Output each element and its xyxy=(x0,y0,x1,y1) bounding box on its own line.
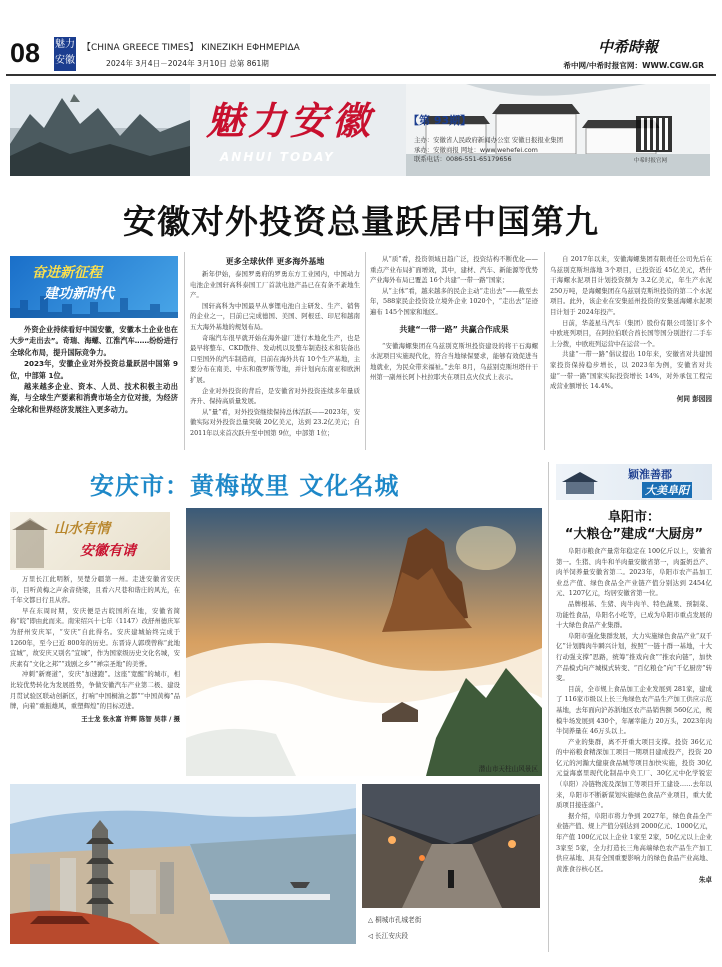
fuyang-title-1: 阜阳市： xyxy=(607,510,660,525)
anqing-paragraph: 早在东周时期，安庆便是古皖国所在地，安徽省简称“皖”即由此而来。南宋绍兴十七年（1147）改舒州德庆军为舒州安庆军，“安庆”自此得名。安庆建城始终完成于 1260年，至今已近 800年的历史。东晋诗人郭璞曾称“此地宜城”，故安庆又别名“宜城”，作为国家级历史文化名城，安庆素有“文化之邦”“戏剧之乡”“禅宗圣地”的美誉。 xyxy=(10,606,180,668)
article-paragraph: 从“质”看，投资领域日趋广泛，投资结构不断优化——重点产业布局扩面增效，其中，建材、汽车、新能源等优势产业海外布局已覆盖 16个共建“一带一路”国家； xyxy=(370,255,538,285)
fuyang-paragraph: 品牌根基、生猪、肉牛肉羊、特色蔬果、预制菜、功能性食品，阜阳名小吃等，已成为阜阳市重点发展的十大绿色食品产业集群。 xyxy=(556,599,712,630)
main-headline: 安徽对外投资总量跃居中国第九 xyxy=(123,202,599,241)
column-divider xyxy=(548,462,549,952)
issue-number: 【第 93期】 xyxy=(408,114,472,127)
column-divider xyxy=(184,252,185,450)
kongcheng-caption: △ 桐城市孔城老街 xyxy=(368,916,422,924)
brand-logo: 中希時報 xyxy=(598,38,659,56)
column-divider xyxy=(365,252,366,450)
article-paragraph: 国轩高科为中国最早从事锂电池自主研发、生产、销售的企业之一，目前已完成德国、美国、阿根廷、印尼和越南五大海外基地的规划布局。 xyxy=(190,301,360,331)
masthead-rule xyxy=(6,74,716,76)
article-paragraph: 日前，华菱星马汽车（集团）股份有限公司签订多个中欧班列项目，在阿拉伯联合酋长国等国分别进行二手车上分拨，中欧班列运营中在运营一个。 xyxy=(550,318,712,348)
fuyang-paragraph: 目前，全市规上食品加工企业发展到 281家，建成了 116家市级以上长三角绿色农产品生产加工供应示范基地，去年面向沪苏浙地区农产品销售额 560亿元，规模牛场发展到 430个，年屠宰能力 20万头，2023年肉牛饲养量在 46万头以上。 xyxy=(556,684,712,736)
fuyang-logo xyxy=(556,464,712,500)
fuyang-paragraph: 阜阳市强化集群发展，大力实施绿色食品产业“双千亿”计划腾肉牛瞬兴计划，按照“一链十群一基地，十大行动强支撑”思路，统筹“推戏向食”“推农向链”，加快产品模式向产城模式转变、“百亿粮仓”向“千亿厨房”转变。 xyxy=(556,631,712,683)
anqing-paragraph: 万里长江此明断，吴楚分疆第一州。走进安徽省安庆市，目听黄梅之声余音绕梁，且看六尺巷和谐庄的风光，在千年文都日行且从容。 xyxy=(10,575,180,605)
article-paragraph: 从“量”看，对外投资继续保持总体活跃——2023年，安徽实际对外投资总量突破 20亿美元，达到 23.2亿美元；自 2011年以来首次跃升至中国第 9位，中部第 1位； xyxy=(190,407,360,437)
lead-paragraph-1: 外资企业持续看好中国安徽，安徽本土企业也在大步“走出去”。奇瑞、海螺、江淮汽车……纷纷进行全球化布局，提升国际竞争力。 xyxy=(10,325,178,357)
kongcheng-street-photo xyxy=(362,784,540,908)
masthead xyxy=(0,0,722,82)
lead-paragraph-3: 越来越多企业、资本、人员、技术积极主动出海，与全球生产要素和消费市场全方位对接，为经济全球化和世界经济发展注入更多动力。 xyxy=(10,382,178,414)
anqing-section-title: 安庆市：黄梅故里 文化名城 xyxy=(90,472,400,500)
fuyang-text xyxy=(556,546,712,884)
article-paragraph: 奇瑞汽车很早就开始在海外建厂进行本地化生产，也是最早将整车、CKD散件、发动机以及整车制造技术和装备出口至国外的汽车制造商，目前在海外共有 10个生产基地，主要分布在南美、中东和俄罗斯等地，并计划向东南亚和欧洲扩展。 xyxy=(190,333,360,384)
fuyang-paragraph: 阜阳市粮食产量常年稳定在 100亿斤以上，安徽省第一。生猪、肉牛和羊肉量安徽省第一，肉蛋奶总产、肉羊饲养量安徽省第二。2023年，阜阳市农产品加工业总产值、绿色食品全产业链产值分别达到 2454亿元、1207亿元，均居安徽省第一位。 xyxy=(556,547,712,598)
roof-silhouette-icon xyxy=(560,470,600,496)
sponsor-line-3: 联系电话：0086-551-65179656 xyxy=(414,155,512,163)
fuyang-paragraph: 据介绍，阜阳市将力争到 2027年，绿色食品全产业链产值、规上产值分别达到 2000亿元、1000亿元，年产值 100亿元以上企业 1家至 2家，50亿元以上企业 3家至 5家，全力打造长三角高端绿色农产品生产加工供应基地、具有全国重要影响力的绿色食品产业高地、黄淮食谷核心区。 xyxy=(556,811,712,873)
kongcheng-street-illustration xyxy=(362,784,540,908)
article-paragraph: 新年伊始，泰国罗勇府的罗勇东方工业园内，中国动力电池企业国轩高科泰国工厂首款电池产品已在有条不紊地生产。 xyxy=(190,270,360,300)
tianzhushan-caption: 潜山市天柱山风景区 xyxy=(478,765,538,773)
article-paragraph: “安徽海螺集团在乌兹别克斯坦投资建设的将干石海螺水泥项目实施现代化，符合当地绿保要求，能够有效促进当地就业，为民众带来福祉。”去年 8月，乌兹别克斯坦塔什干州第一副州长阿卜杜拉耶夫在项目点火仪式上表示。 xyxy=(370,341,538,382)
pagoda-sketch-icon xyxy=(10,512,50,570)
fuyang-author: 朱卓 xyxy=(698,876,712,885)
tianzhushan-photo xyxy=(186,508,542,776)
qr-caption: 中希时报官网 xyxy=(634,158,668,164)
lead-badge-line2: 建功新时代 xyxy=(44,286,114,302)
subheading-global-partners: 更多全球伙伴 更多海外基地 xyxy=(225,257,325,266)
anqing-river-illustration xyxy=(10,784,356,944)
lead-text xyxy=(10,324,178,415)
fuyang-logo-line2: 大美阜阳 xyxy=(642,482,692,498)
sponsor-line-2: 承办：安徽商报 网址：www.wehefei.com xyxy=(414,145,538,154)
lead-badge xyxy=(10,256,178,318)
page-number: 08 xyxy=(10,38,41,68)
article-paragraph: 从“主体”看，越来越多的民企主动“走出去”——截至去年，588家民企投资设立境外企业 1020个，“走出去”足迹遍布 145个国家和地区。 xyxy=(370,286,538,316)
tianzhushan-illustration xyxy=(186,508,542,776)
subheading-belt-road: 共建“一带一路” 共赢合作成果 xyxy=(399,324,509,334)
lead-badge-line1: 奋进新征程 xyxy=(32,265,102,281)
sponsor-block xyxy=(414,136,563,165)
anqing-byline: 王士龙 张永富 许辉 陈智 吴菲 / 摄 xyxy=(81,714,180,723)
fuyang-logo-line1: 颖淮善郡 xyxy=(628,468,672,481)
sponsor-line-1: 主办：安徽省人民政府新闻办公室 安徽日报报业集团 xyxy=(414,136,564,144)
qr-code[interactable] xyxy=(636,116,672,152)
anqing-text xyxy=(10,574,180,723)
lead-paragraph-2: 2023年，安徽企业对外投资总量跃居中国第 9位，中部第 1位。 xyxy=(10,359,178,380)
anhui-today-banner xyxy=(10,84,710,176)
section-label-line2: 安徽 xyxy=(55,55,75,66)
anqing-badge xyxy=(10,512,170,570)
article-column-2 xyxy=(370,254,538,450)
date-line: 2024年 3月4日－2024年 3月10日 总第 861期 xyxy=(106,59,269,68)
fuyang-title-2: “大粮仓”建成“大厨房” xyxy=(564,527,704,542)
article-column-1 xyxy=(190,254,360,450)
banner-title: 魅力安徽 xyxy=(206,98,375,143)
website: 希中网/中希时报官网：WWW.CGW.GR xyxy=(563,61,704,70)
fuyang-paragraph: 产业的集群，离不开重大项目支撑。投资 36亿元的中裕粮食精深加工项目一期项目建成投产，投资 20亿元的河瀚大健康食品城等项目加快实施，投资 30亿元益海嘉里现代化制品中央工厂、30亿元中化学锐宏（阜阳）冷链物流及深加工等项目开工建设……去年以来，阜阳市不断新谋划实施绿色食品产业项目，重大优质项目接连落户。 xyxy=(556,737,712,810)
article-paragraph: 共建“一带一路”倡议提出 10年来，安徽省对共建国家投资保持稳步增长，以 2023年为例，安徽省对共建“一带一路”国家实际投资增长 14%，对外承包工程完成营业额增长 14.4%。 xyxy=(550,350,712,391)
banner-subtitle: ANHUI TODAY xyxy=(220,150,335,164)
anqing-badge-line1: 山水有情 xyxy=(54,521,110,537)
mountain-illustration xyxy=(10,84,190,176)
article-paragraph: 企业对外投资的背后，是安徽省对外投资连续多年量质齐升、保持高质量发展。 xyxy=(190,386,360,406)
paper-title: 【CHINA GREECE TIMES】 ΚΙΝΕΖΙΚΗ ΕΦΗΜΕΡΙΔΑ xyxy=(82,43,300,53)
section-label-line1: 魅力 xyxy=(55,39,75,50)
article-author: 何同 彭园园 xyxy=(676,394,712,403)
article-column-3 xyxy=(550,254,712,450)
section-label xyxy=(54,37,76,71)
anqing-paragraph: 冲刺“新赛道”，安庆“加速跑”。这座“宽醒”的城市，相比较优势转化为发展胜势，争做安徽汽车产业第二极、建设月贯试验区联动创新区，打响“中国桐油之都”“中国黄梅”品牌，向着“重振雄风，重塑辉煌”的目标迈进。 xyxy=(10,670,180,711)
anqing-river-photo xyxy=(10,784,356,944)
article-paragraph: 自 2017年以来，安徽海螺集团有限责任公司先后在乌兹别克斯坦落地 3个项目，已投资近 45亿美元，塔什干海螺水泥项目计划投资额为 3.2亿美元，年生产水泥 250万吨，是海螺集团在乌兹别克斯坦投资的第二个水泥项目。此外，该企业在安集延州投资的安集延海螺水泥项目计划于 2024年投产。 xyxy=(550,255,712,316)
anqing-badge-line2: 安徽有请 xyxy=(80,543,136,559)
yangtze-caption: ◁ 长江安庆段 xyxy=(368,932,409,940)
column-divider xyxy=(544,252,545,450)
